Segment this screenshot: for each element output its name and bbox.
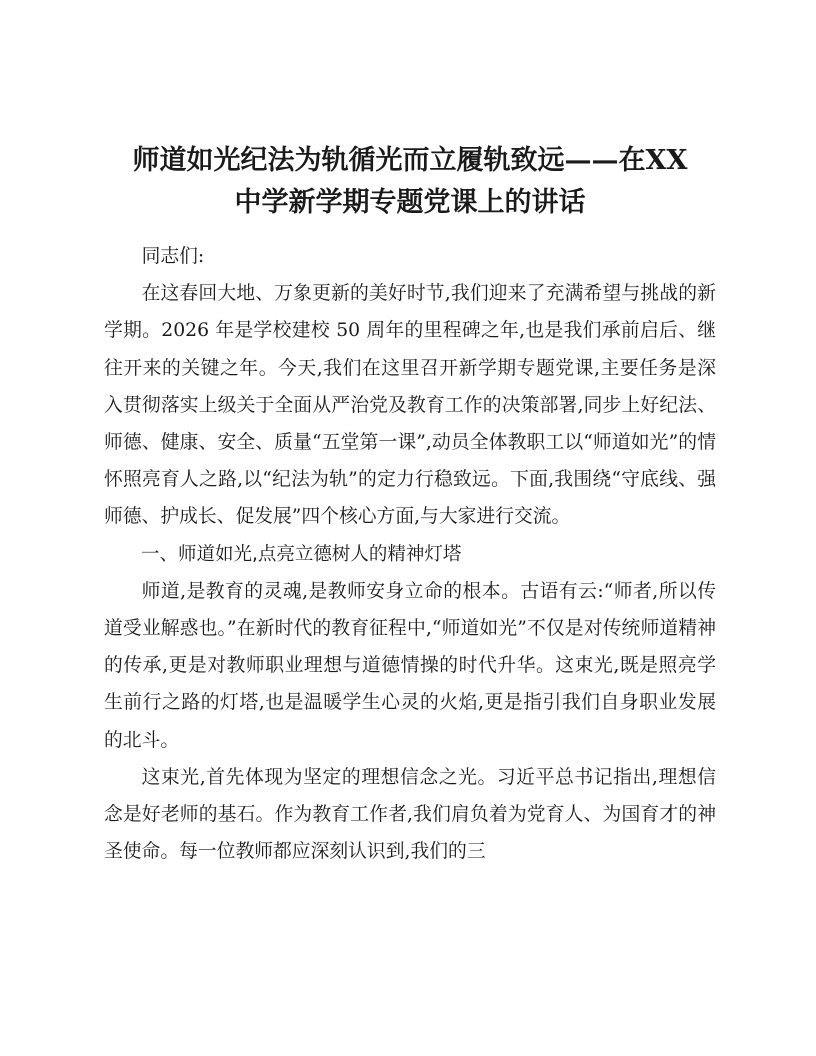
intro-paragraph: 在这春回大地、万象更新的美好时节,我们迎来了充满希望与挑战的新学期。2026 年是学校建校 50 周年的里程碑之年,也是我们承前启后、继往开来的关键之年。今天,我们在这里召开新学期专题党课,主要任务是深入贯彻落实上级关于全面从严治党及教育工作的决策部署,同步上好纪法、师德、健康、安全、质量“五堂第一课”,动员全体教职工以“师道如光”的情怀照亮育人之路,以“纪法为轨”的定力行稳致远。下面,我围绕“守底线、强师德、护成长、促发展”四个核心方面,与大家进行交流。: [104, 283, 716, 528]
title-line-1: 师道如光纪法为轨循光而立履轨致远——在XX: [132, 145, 688, 176]
section-1-paragraph-2: 这束光,首先体现为坚定的理想信念之光。习近平总书记指出,理想信念是好老师的基石。作为教育工作者,我们肩负着为党育人、为国育才的神圣使命。每一位教师都应深刻认识到,我们的三: [104, 766, 716, 863]
document-page: [104, 140, 716, 870]
title-line-2: 中学新学期专题党课上的讲话: [234, 187, 586, 218]
salutation: 同志们:: [141, 246, 205, 267]
section-1-heading: 一、师道如光,点亮立德树人的精神灯塔: [141, 543, 462, 565]
section-1-paragraph-1: 师道,是教育的灵魂,是教师安身立命的根本。古语有云:“师者,所以传道受业解惑也。”在新时代的教育征程中,“师道如光”不仅是对传统师道精神的传承,更是对教师职业理想与道德情操的时代升华。这束光,既是照亮学生前行之路的灯塔,也是温暖学生心灵的火焰,更是指引我们自身职业发展的北斗。: [104, 580, 716, 751]
document-body: [104, 238, 716, 870]
document-title: [104, 140, 716, 224]
